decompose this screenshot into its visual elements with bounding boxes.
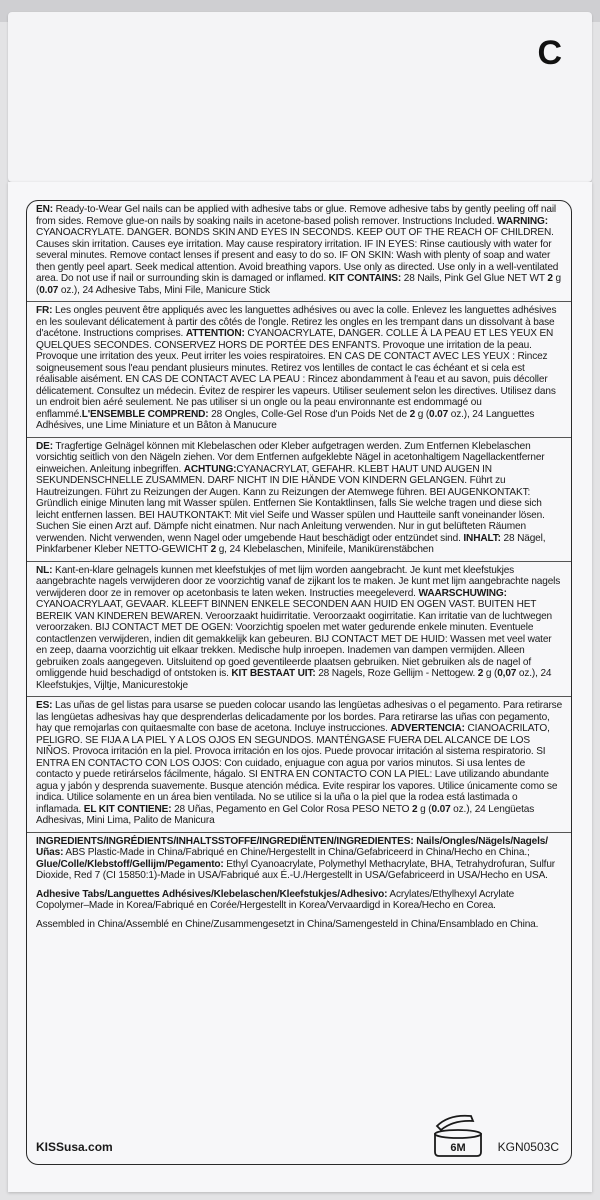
ingredients-section <box>27 833 571 935</box>
label-frame <box>26 200 572 1165</box>
label-footer <box>27 1106 571 1164</box>
warning-text: CYANOACRYLATE, DANGER. COLLE À LA PEAU ET LES YEUX EN QUELQUES SECONDES. CONSERVEZ HORS DE PORTÉE DES ENFANTS. Provoque une irritation de la peau. Provoque une irritation des yeux. Peut irriter les voies respiratoires. EN CAS DE CONTACT AVEC LES YEUX : Rincez soigneusement sous l'eau pendant plusieurs minutes. Retirez vos lentilles de contact le cas échéant et si cela est réalisable aisément. EN CAS DE CONTACT AVEC LA PEAU : Rincez abondamment à l'eau et au savon, puis décoller délicatement. Consultez un médecin. Évitez de respirer les vapeurs. Utiliser seulement selon les directives. Utilisez dans un endroit bien aéré seulement. Ne pas utiliser si un ongle ou la peau environnante est endommagé ou enflammé. <box>36 328 556 420</box>
section-es <box>27 697 571 833</box>
package-back-panel <box>8 182 592 1192</box>
warning-text: CIANOACRILATO, PELIGRO. SE FIJA A LA PIEL Y A LOS OJOS EN SEGUNDOS. MANTÉNGASE FUERA DEL ALCANCE DE LOS NIÑOS. Provoca irritación en la piel. Provoca irritación en los ojos. Puede provocar irritación al sistema respiratorio. SI ENTRA EN CONTACTO CON LOS OJOS: Con cuidado, enjuague con agua por varios minutos. Si usa lentes de contacto y puede retirárselos fácilmente, hágalo. SI ENTRA EN CONTACTO CON LA PIEL: Lave utilizando abundante agua y jabón y desprenda suavemente. Busque atención médica. Evite respirar los vapores. Utilice únicamente como se indica. Utilice solamente en un área bien ventilada. No se utilice si la uña o la piel que la rodea está lastimada o inflamada. <box>36 723 558 815</box>
net-weight-oz: 0.07 <box>39 284 59 296</box>
warning-label: ATTENTION: <box>185 328 245 339</box>
tabs-ingredients: Acrylates/Ethylhexyl Acrylate Copolymer–Made in Korea/Fabriqué en Corée/Hergestellt in Korea/Vervaardigd in Korea/Hecho en Corea. <box>36 888 515 911</box>
net-weight-oz: 0.07 <box>431 803 451 815</box>
kit-text: oz.), 24 Lengüetas Adhesivas, Mini Lima, Palito de Manicura <box>36 803 535 826</box>
warning-text: CYANOACRYLATE. DANGER. BONDS SKIN AND EYES IN SECONDS. KEEP OUT OF THE REACH OF CHILDREN. Causes skin irritation. Causes eye irritation. May cause respiratory irritation. IF IN EYES: Rinse cautiously with water for several minutes. Remove contact lenses if present and easy to do so. IF ON SKIN: Wash with plenty of soap and water then gently peel apart. Seek medical attention. Avoid breathing vapors. Use only as directed. Use only in a well-ventilated area. Do not use if nail or surrounding skin is damaged or inflamed. <box>36 227 559 284</box>
period-after-opening: 6M <box>450 1142 466 1154</box>
lang-prefix: EN: <box>36 204 53 215</box>
section-nl <box>27 562 571 698</box>
kit-text: oz.), 24 Kleefstukjes, Vijltje, Manicurestokje <box>36 668 552 691</box>
usage-text: Las uñas de gel listas para usarse se pueden colocar usando las lengüetas adhesivas o el pegamento. Para retirarse las lengüetas adhesivas hay que desprenderlas delicadamente por los bordes. Para retirarse las uñas con pegamento, hay que remojarlas con quitaesmalte con base de acetona. Incluye instrucciones. <box>36 700 563 734</box>
warning-label: WARNING: <box>497 215 548 227</box>
kit-text: 28 Nagels, Roze Gellijm - Nettogew. <box>315 668 478 679</box>
ingredients-header: INGREDIENTS/INGRÉDIENTS/INHALTSSTOFFE/INGREDIËNTEN/INGREDIENTES: Nails/Ongles/Nägels/Nagels/ Uñas: <box>36 835 548 858</box>
panel-letter: C <box>537 34 562 72</box>
kit-text: g ( <box>415 408 430 420</box>
kit-label: KIT CONTAINS: <box>328 273 402 284</box>
assembly-origin: Assembled in China/Assemblé en Chine/Zusammengesetzt in China/Samengesteld in China/Ensamblado en China. <box>36 918 539 930</box>
period-after-opening-icon <box>429 1112 487 1158</box>
net-weight-oz: 0,07 <box>497 668 517 679</box>
net-weight-g: 2 <box>547 273 553 284</box>
lang-prefix: NL: <box>36 564 53 576</box>
warning-label: WAARSCHUWING: <box>418 587 507 599</box>
usage-text: Kant-en-klare gelnagels kunnen met kleefstukjes of met lijm worden aangebracht. Je kunt met kleefstukjes aangebrachte nagels verwijderen door ze voorzichtig vanaf de zijkant los te maken. Je kunt met lijm aangebrachte nagels verwijderen door ze in remover op acetonbasis te laten weken. Instructies meegeleverd. <box>36 564 561 599</box>
website-url: KISSusa.com <box>36 1140 113 1154</box>
net-weight-g: 2 <box>409 408 416 420</box>
warning-text: CYANACRYLAT, GEFAHR. KLEBT HAUT UND AUGEN IN SEKUNDENSCHNELLE ZUSAMMEN. DARF NICHT IN DIE HÄNDE VON KINDERN GELANGEN. Führt zu Hautreizungen. Führt zu Reizungen der Augen. Kann zu Reizungen der Atemwege führen. BEI AUGENKONTAKT: Gründlich einige Minuten lang mit Wasser spülen. Entfernen Sie Kontaktlinsen, falls Sie welche tragen und diese sich leicht entfernen lassen. BEI HAUTKONTAKT: Mit viel Seife und Wasser spülen und Hautteile sanft voneinander lösen. Suchen Sie einen Arzt auf. Dämpfe nicht einatmen. Nur nach Anleitung verwenden. Nur in gut belüfteten Räumen verwenden. Nicht verwenden, wenn Nagel oder umgebende Haut beschädigt oder entzündet sind. <box>36 463 545 544</box>
section-de <box>27 438 571 562</box>
ingredients-tabs <box>27 886 571 916</box>
kit-label: KIT BESTAAT UIT: <box>231 668 316 679</box>
warning-label: ACHTUNG: <box>183 463 237 475</box>
usage-text: Les ongles peuvent être appliqués avec les languettes adhésives ou avec la colle. Enlevez les languettes adhésives en les soulevant délicatement à partir des côtés de l'ongle. Retirez les ongles en les trempant dans un dissolvant à base d'acétone. Instructions comprises. <box>36 305 557 339</box>
lang-prefix: DE: <box>36 440 53 452</box>
usage-text: Ready-to-Wear Gel nails can be applied with adhesive tabs or glue. Remove adhesive tabs by gently peeling off nail from sides. Remove glue-on nails by soaking nails in acetone-based polish remover. Instructions Included. <box>36 204 557 227</box>
kit-text: g ( <box>483 668 498 679</box>
lang-prefix: ES: <box>36 700 53 711</box>
kit-text: g ( <box>36 273 561 296</box>
kit-text: 28 Ongles, Colle-Gel Rose d'un Poids Net de <box>208 408 410 420</box>
kit-text: 28 Nägel, Pinkfarbener Kleber NETTO-GEWICHT <box>36 532 546 555</box>
nails-ingredients: ABS Plastic-Made in China/Fabriqué en Chine/Hergestellt in China/Gefabriceerd in China/Hecho en China.; <box>63 847 530 858</box>
net-weight-g: 2 <box>210 544 217 555</box>
net-weight-oz: 0.07 <box>429 408 449 420</box>
ingredients-nails-glue <box>27 833 571 886</box>
kit-label: EL KIT CONTIENE: <box>83 803 172 815</box>
section-fr <box>27 302 571 438</box>
kit-text: g, 24 Klebelaschen, Minifeile, Manikürenstäbchen <box>216 544 434 555</box>
kit-text: g ( <box>417 803 432 815</box>
warning-text: CYANOACRYLAAT, GEVAAR. KLEEFT BINNEN ENKELE SECONDEN AAN HUID EN OGEN VAST. BUITEN HET BEREIK VAN KINDEREN BEWAREN. Veroorzaakt huidirritatie. Veroorzaakt oogirritatie. Kan irritatie van de luchtwegen veroorzaken. BIJ CONTACT MET DE OGEN: Voorzichtig spoelen met water gedurende enkele minuten. Eventuele contactlenzen verwijderen, indien dit gemakkelijk kan gebeuren. BIJ CONTACT MET DE HUID: Wassen met veel water en zeep, daarna voorzichtig uit elkaar trekken. Medische hulp inroepen. Inademen van dampen vermijden. Alleen gebruiken zoals aangegeven. Uitsluitend op goed geventileerde plaatsen gebruiken. Niet gebruiken als de nagel of omliggende huid beschadigd of ontstoken is. <box>36 599 553 679</box>
lang-prefix: FR: <box>36 305 53 316</box>
net-weight-g: 2 <box>477 668 484 679</box>
product-code: KGN0503C <box>497 1140 559 1154</box>
glue-ingredients: Ethyl Cyanoacrylate, Polymethyl Methacrylate, BHA, Tetrahydrofuran, Sulfur Dioxide, Red 7 (CI 15850:1)-Made in USA/Fabriqué aux É.-U./Hergestellt in USA/Gefabriceerd in USA/Hecho en USA. <box>36 858 555 881</box>
kit-text: oz.), 24 Languettes Adhésives, une Lime Miniature et un Bâton à Manucure <box>36 408 535 431</box>
usage-text: Tragfertige Gelnägel können mit Klebelaschen oder Kleber aufgetragen werden. Zum Entfernen Klebelaschen vorsichtig seitlich von den Nägeln ziehen. Vor dem Entfernen aufgeklebte Nägel in acetonhaltigem Nagellackentferner einweichen. Anleitung inbegriffen. <box>36 440 545 475</box>
kit-text: oz.), 24 Adhesive Tabs, Mini File, Manicure Stick <box>58 284 270 296</box>
kit-label: INHALT: <box>463 532 501 544</box>
section-en <box>27 201 571 302</box>
tabs-label: Adhesive Tabs/Languettes Adhésives/Klebelaschen/Kleefstukjes/Adhesivo: <box>36 888 388 900</box>
hang-tab <box>8 12 592 182</box>
kit-label: L'ENSEMBLE COMPREND: <box>81 408 209 420</box>
kit-text: 28 Uñas, Pegamento en Gel Color Rosa PESO NETO <box>171 803 413 815</box>
kit-text: 28 Nails, Pink Gel Glue NET WT <box>401 273 548 284</box>
glue-label: Glue/Colle/Klebstoff/Gellijm/Pegamento: <box>36 858 224 870</box>
warning-label: ADVERTENCIA: <box>390 723 465 734</box>
net-weight-g: 2 <box>412 803 418 815</box>
